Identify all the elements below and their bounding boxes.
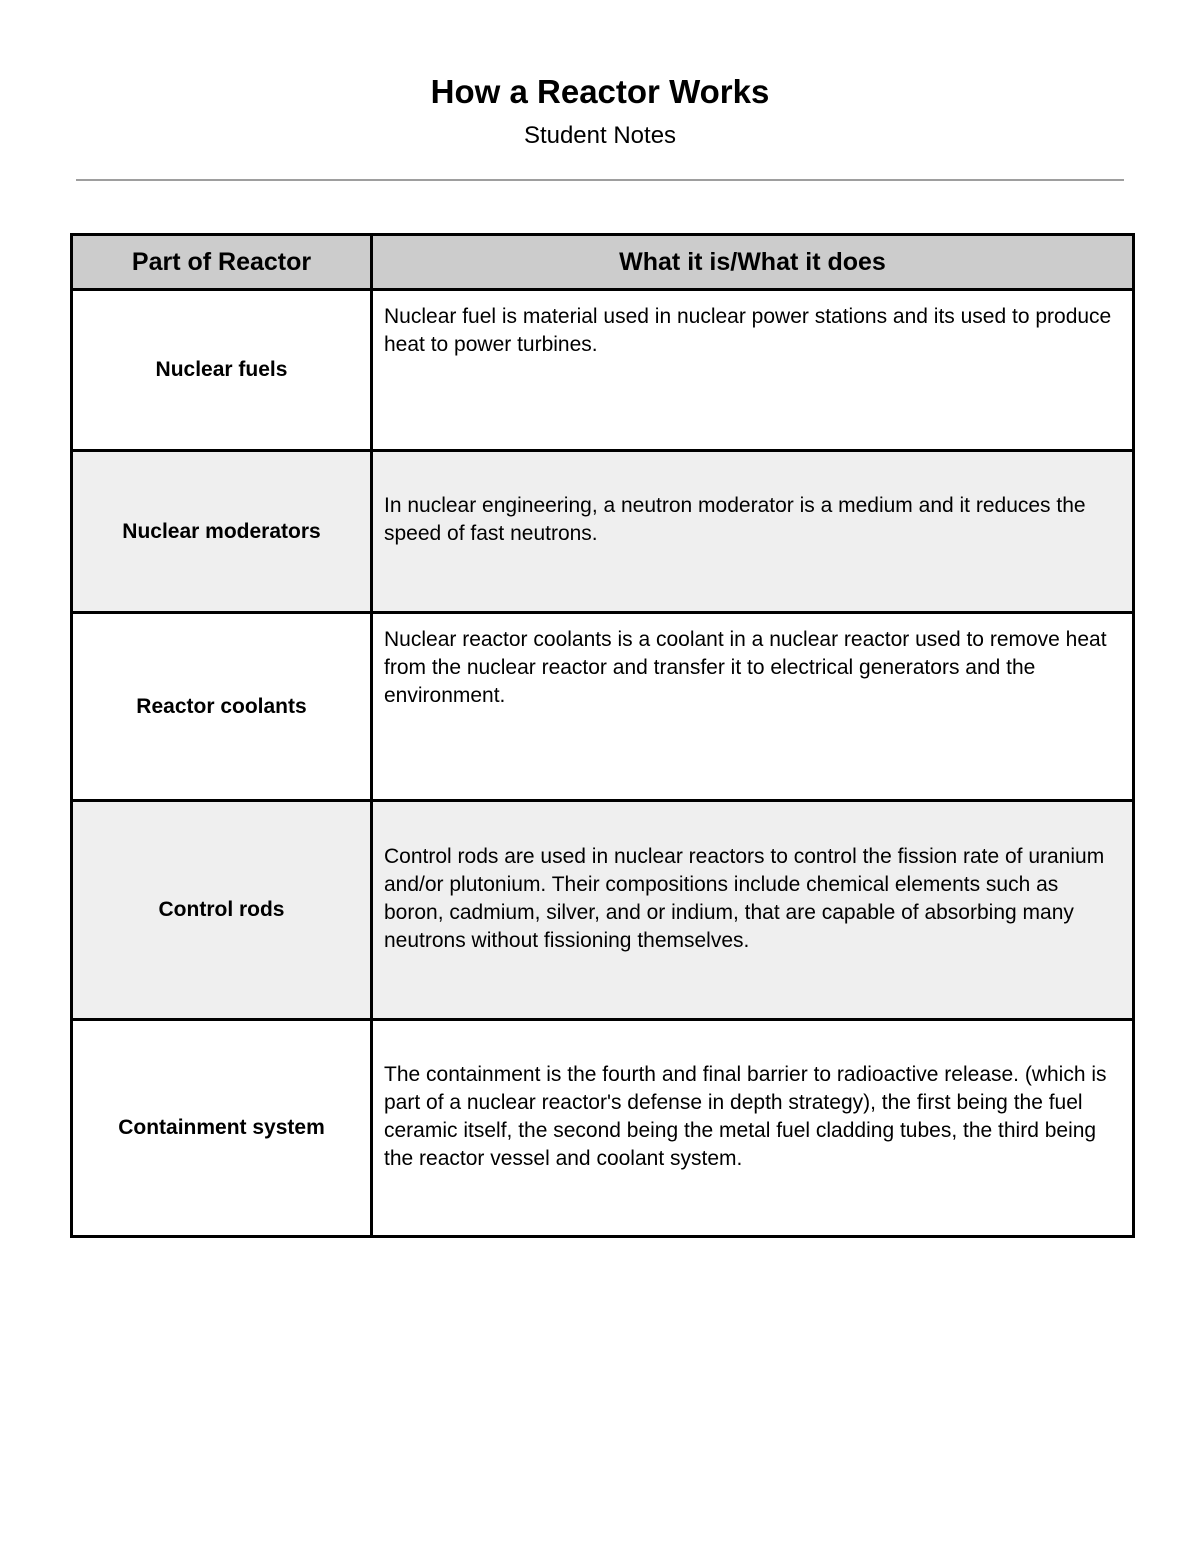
part-description-cell [372,451,1134,613]
column-header-description: What it is/What it does [372,235,1134,290]
part-description: In nuclear engineering, a neutron moderator is a medium and it reduces the speed of fast neutrons. [384,494,1086,545]
part-description-cell [372,290,1134,451]
page-title: How a Reactor Works [430,73,770,110]
page-subtitle: Student Notes [523,122,677,149]
part-name: Control rods [72,801,372,1020]
part-name: Nuclear fuels [72,290,372,451]
part-name: Containment system [72,1020,372,1237]
part-name: Reactor coolants [72,613,372,801]
part-description-cell [372,801,1134,1020]
table-header-row [72,235,1134,290]
part-description: Control rods are used in nuclear reactors to control the fission rate of uranium and/or plutonium. Their compositions include chemical elements such as boron, cadmium, silver, and or indium, that are capable of absorbing many neutrons without fissioning themselves. [384,845,1105,952]
part-name: Nuclear moderators [72,451,372,613]
part-description-cell [372,613,1134,801]
table-row [72,1020,1134,1237]
part-description: Nuclear fuel is material used in nuclear power stations and its used to produce heat to power turbines. [384,305,1112,356]
table-row [72,290,1134,451]
part-description: Nuclear reactor coolants is a coolant in a nuclear reactor used to remove heat from the nuclear reactor and transfer it to electrical generators and the environment. [384,628,1107,707]
header-divider [76,179,1124,181]
table-row [72,801,1134,1020]
table-row [72,451,1134,613]
part-description-cell [372,1020,1134,1237]
reactor-notes-table [70,233,1135,1238]
column-header-part: Part of Reactor [72,235,372,290]
part-description: The containment is the fourth and final barrier to radioactive release. (which is part of a nuclear reactor's defense in depth strategy), the first being the fuel ceramic itself, the second being the metal fuel cladding tubes, the third being the reactor vessel and coolant system. [384,1063,1107,1170]
table-row [72,613,1134,801]
